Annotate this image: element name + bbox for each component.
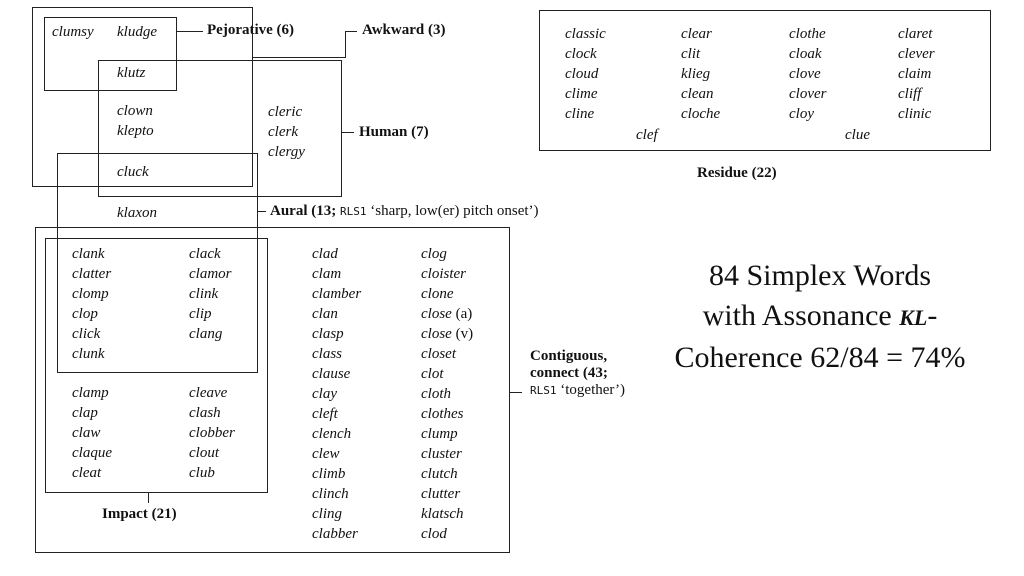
word-clad: clad (312, 246, 338, 262)
word-clause: clause (312, 366, 351, 382)
word-clench: clench (312, 426, 352, 442)
word-classic: classic (565, 26, 606, 42)
word-kludge: kludge (117, 24, 157, 40)
word-cluster: cluster (421, 446, 462, 462)
contiguous-col2 (421, 244, 473, 544)
word-claw: claw (72, 425, 101, 441)
contiguous-label-line1: Contiguous, (530, 348, 608, 364)
word-clan: clan (312, 306, 338, 322)
word-close-v: close (v) (421, 326, 474, 342)
word-closet: closet (421, 346, 456, 362)
word-clit: clit (681, 46, 701, 62)
word-clumsy: clumsy (52, 24, 94, 40)
word-claque: claque (72, 445, 112, 461)
contiguous-label-line2: connect (43; (530, 365, 608, 381)
headline-line2-dash: - (927, 299, 938, 332)
awkward-connector-b (345, 31, 346, 58)
word-cline: cline (565, 106, 595, 122)
word-clap: clap (72, 405, 98, 421)
word-clew: clew (312, 446, 340, 462)
word-clinch: clinch (312, 486, 349, 502)
word-clump: clump (421, 426, 458, 442)
word-cleft: cleft (312, 406, 338, 422)
word-clamor: clamor (189, 266, 232, 282)
word-clerk: clerk (268, 124, 298, 140)
pejorative-connector (177, 31, 203, 32)
word-club: club (189, 465, 215, 481)
headline-line1: 84 Simplex Words (708, 259, 932, 292)
word-clown: clown (117, 103, 153, 119)
word-clock: clock (565, 46, 597, 62)
residue-col1 (565, 24, 606, 124)
word-clone: clone (421, 286, 454, 302)
impact-words-right (189, 383, 235, 483)
headline (640, 256, 1000, 378)
impact-words-left (72, 383, 112, 483)
word-clutter: clutter (421, 486, 461, 502)
word-klepto: klepto (117, 123, 154, 139)
word-cliff: cliff (898, 86, 922, 102)
aural-label (270, 203, 539, 220)
aural-gloss: ‘sharp, low(er) pitch onset’) (370, 203, 539, 219)
awkward-connector-a (253, 57, 346, 58)
aural-code: RLS1 (340, 205, 367, 218)
word-clinic: clinic (898, 106, 932, 122)
contiguous-col1 (312, 244, 361, 544)
word-clink: clink (189, 286, 219, 302)
word-klaxon: klaxon (117, 205, 157, 221)
word-clang: clang (189, 326, 223, 342)
residue-label: Residue (22) (697, 165, 777, 181)
contiguous-code: RLS1 (530, 384, 557, 397)
word-clove: clove (789, 66, 821, 82)
word-clasp: clasp (312, 326, 344, 342)
word-clout: clout (189, 445, 219, 461)
awkward-label: Awkward (3) (362, 22, 446, 38)
aural-impact-words-right (189, 244, 232, 344)
word-clergy: clergy (268, 144, 305, 160)
impact-label: Impact (21) (102, 506, 177, 522)
headline-line2-text: with Assonance (702, 299, 900, 332)
word-clack: clack (189, 246, 221, 262)
word-clothes: clothes (421, 406, 464, 422)
word-cloche: cloche (681, 106, 721, 122)
human-label: Human (7) (359, 124, 429, 140)
word-class: class (312, 346, 342, 362)
word-clay: clay (312, 386, 337, 402)
word-cleat: cleat (72, 465, 102, 481)
word-cloister: cloister (421, 266, 466, 282)
awkward-connector-c (345, 31, 357, 32)
human-connector (342, 132, 354, 133)
aural-connector-a (258, 211, 266, 212)
word-cloth: cloth (421, 386, 451, 402)
word-clue: clue (845, 127, 870, 143)
word-clover: clover (789, 86, 827, 102)
word-clomp: clomp (72, 286, 109, 302)
word-clothe: clothe (789, 26, 826, 42)
aural-label-text: Aural (13; (270, 203, 337, 219)
word-clutch: clutch (421, 466, 458, 482)
headline-kl: KL (899, 305, 928, 330)
residue-col4 (898, 24, 935, 124)
human-words-right (268, 102, 305, 162)
word-clank: clank (72, 246, 105, 262)
word-cloak: cloak (789, 46, 822, 62)
impact-connector (148, 493, 149, 503)
word-clef: clef (636, 127, 658, 143)
word-click: click (72, 326, 101, 342)
word-klatsch: klatsch (421, 506, 464, 522)
word-cloud: cloud (565, 66, 599, 82)
word-cloy: cloy (789, 106, 814, 122)
word-clatter: clatter (72, 266, 112, 282)
word-klutz: klutz (117, 65, 146, 81)
word-clime: clime (565, 86, 598, 102)
pejorative-label: Pejorative (6) (207, 22, 295, 38)
word-climb: climb (312, 466, 346, 482)
headline-line2 (640, 296, 1000, 338)
contiguous-label (530, 348, 625, 399)
word-clean: clean (681, 86, 714, 102)
word-clod: clod (421, 526, 447, 542)
word-close-a: close (a) (421, 306, 473, 322)
word-clot: clot (421, 366, 444, 382)
residue-col3 (789, 24, 826, 124)
contiguous-connector (510, 392, 522, 393)
word-cleave: cleave (189, 385, 228, 401)
word-clip: clip (189, 306, 212, 322)
headline-line3: Coherence 62/84 = 74% (674, 341, 966, 374)
word-clam: clam (312, 266, 342, 282)
word-clabber: clabber (312, 526, 358, 542)
word-clog: clog (421, 246, 447, 262)
word-cling: cling (312, 506, 342, 522)
word-clunk: clunk (72, 346, 105, 362)
residue-col2 (681, 24, 720, 124)
word-clobber: clobber (189, 425, 235, 441)
word-clamp: clamp (72, 385, 109, 401)
word-clash: clash (189, 405, 221, 421)
word-klieg: klieg (681, 66, 711, 82)
aural-impact-words-left (72, 244, 111, 364)
human-words-left (117, 101, 154, 141)
word-cleric: cleric (268, 104, 303, 120)
word-clamber: clamber (312, 286, 362, 302)
word-claim: claim (898, 66, 932, 82)
word-cluck: cluck (117, 164, 149, 180)
contiguous-gloss: ‘together’) (560, 382, 625, 398)
word-claret: claret (898, 26, 933, 42)
word-clop: clop (72, 306, 98, 322)
word-clear: clear (681, 26, 712, 42)
word-clever: clever (898, 46, 935, 62)
